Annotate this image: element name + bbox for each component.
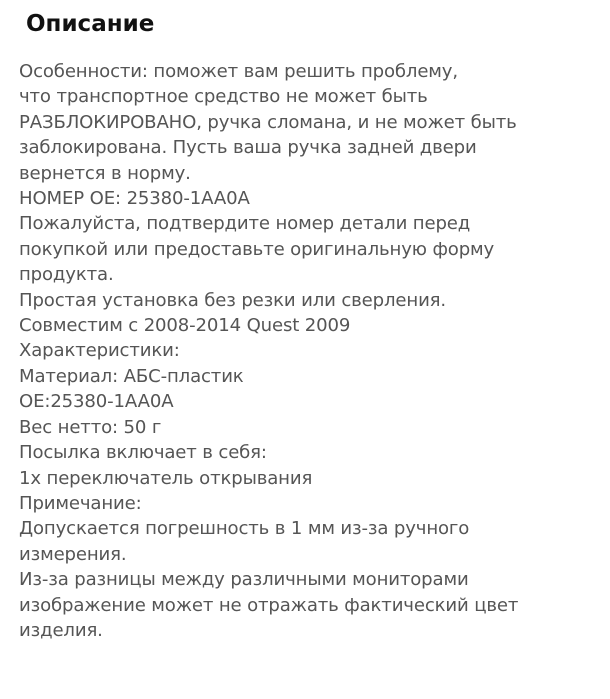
package-heading-line: Посылка включает в себя: bbox=[19, 442, 267, 464]
product-description bbox=[19, 59, 604, 643]
description-line: продукта. bbox=[19, 264, 114, 286]
description-line: измерения. bbox=[19, 543, 127, 565]
specs-heading-line: Характеристики: bbox=[19, 340, 180, 362]
description-line: изделия. bbox=[19, 619, 103, 641]
description-line: Пожалуйста, подтвердите номер детали перед bbox=[19, 213, 471, 235]
description-line: Допускается погрешность в 1 мм из-за ручного bbox=[19, 518, 470, 540]
description-line: изображение может не отражать фактический цвет bbox=[19, 594, 519, 616]
oe-number-line: НОМЕР OE: 25380-1AA0A bbox=[19, 188, 250, 210]
note-heading-line: Примечание: bbox=[19, 492, 142, 514]
section-title: Описание bbox=[26, 11, 155, 37]
description-line: что транспортное средство не может быть bbox=[19, 86, 428, 108]
description-line: Простая установка без резки или сверления. bbox=[19, 289, 447, 311]
oe-line: OE:25380-1AA0A bbox=[19, 391, 174, 413]
description-line: Из-за разницы между различными мониторами bbox=[19, 569, 469, 591]
description-line: РАЗБЛОКИРОВАНО, ручка сломана, и не может быть bbox=[19, 111, 517, 133]
package-item-line: 1х переключатель открывания bbox=[19, 467, 313, 489]
description-line: Особенности: поможет вам решить проблему, bbox=[19, 61, 458, 82]
description-line: покупкой или предоставьте оригинальную форму bbox=[19, 238, 495, 260]
description-line: заблокирована. Пусть ваша ручка задней двери bbox=[19, 137, 477, 159]
compatibility-line: Совместим с 2008-2014 Quest 2009 bbox=[19, 315, 351, 337]
net-weight-line: Вес нетто: 50 г bbox=[19, 416, 162, 438]
material-line: Материал: АБС-пластик bbox=[19, 365, 244, 387]
description-line: вернется в норму. bbox=[19, 162, 191, 184]
